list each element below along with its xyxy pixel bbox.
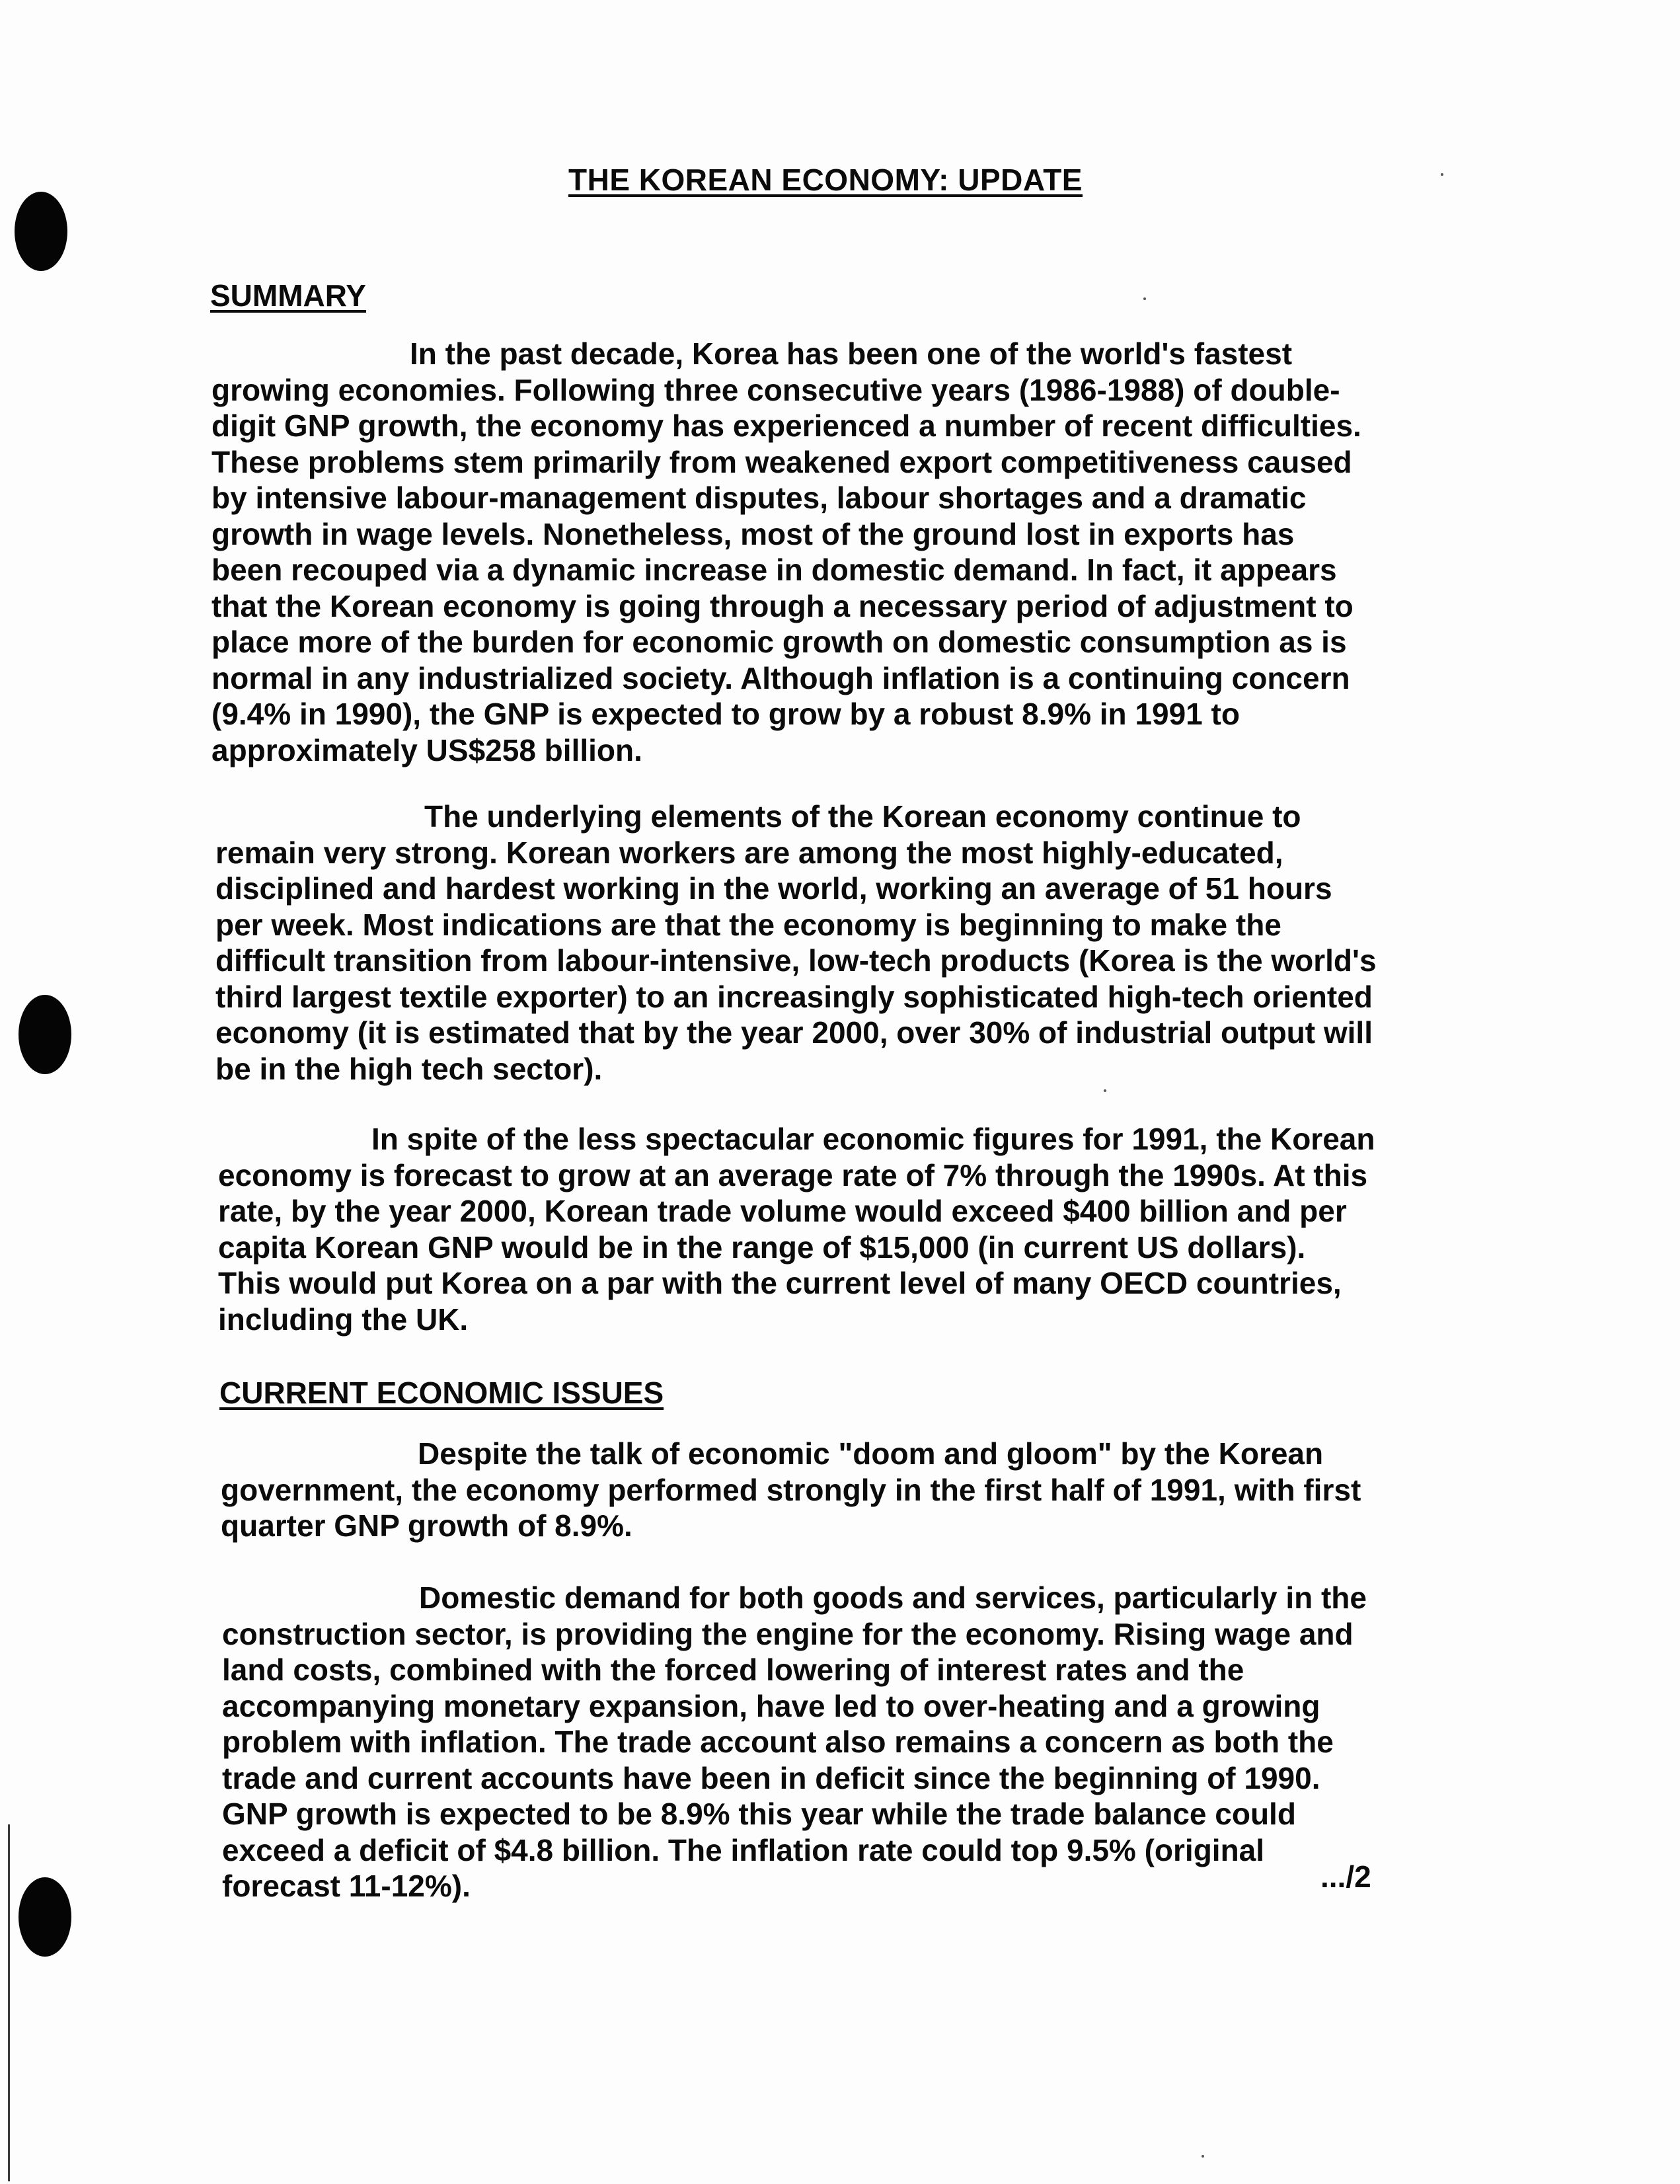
- text-line: Despite the talk of economic "doom and gloom" by the Korean: [418, 1436, 1324, 1471]
- scan-speck: [1441, 173, 1443, 176]
- text-line: (9.4% in 1990), the GNP is expected to grow by a robust 8.9% in 1991 to: [211, 697, 1240, 731]
- binder-hole: [15, 192, 67, 271]
- text-line: that the Korean economy is going through a necessary period of adjustment to: [211, 588, 1354, 623]
- text-line: including the UK.: [218, 1302, 469, 1337]
- scan-speck: [1104, 1089, 1106, 1092]
- text-line: economy (it is estimated that by the year 2000, over 30% of industrial output will: [215, 1015, 1373, 1050]
- text-line: been recouped via a dynamic increase in domestic demand. In fact, it appears: [211, 553, 1337, 587]
- text-line: place more of the burden for economic growth on domestic consumption as is: [211, 625, 1347, 659]
- text-line: by intensive labour-management disputes, labour shortages and a dramatic: [211, 481, 1307, 515]
- text-line: In the past decade, Korea has been one of the world's fastest: [410, 336, 1293, 371]
- text-line: trade and current accounts have been in deficit since the beginning of 1990.: [222, 1760, 1320, 1795]
- text-line: economy is forecast to grow at an average rate of 7% through the 1990s. At this: [218, 1157, 1368, 1192]
- text-line: be in the high tech sector).: [215, 1051, 603, 1086]
- text-line: normal in any industrialized society. Although inflation is a continuing concern: [211, 660, 1350, 695]
- binder-hole: [19, 995, 71, 1074]
- text-line: digit GNP growth, the economy has experienced a number of recent difficulties.: [211, 409, 1361, 443]
- binder-hole: [19, 1877, 71, 1957]
- section-heading-summary: SUMMARY: [210, 278, 366, 313]
- text-line: capita Korean GNP would be in the range of $15,000 (in current US dollars).: [218, 1229, 1306, 1265]
- text-line: forecast 11-12%).: [222, 1869, 471, 1903]
- text-line: In spite of the less spectacular economic figures for 1991, the Korean: [371, 1122, 1375, 1156]
- page-continuation: .../2: [1320, 1859, 1371, 1894]
- text-line: growing economies. Following three consecutive years (1986-1988) of double-: [211, 372, 1340, 407]
- section-heading-current-economic-issues: CURRENT ECONOMIC ISSUES: [219, 1376, 664, 1410]
- scan-edge-line: [8, 1824, 10, 2181]
- text-line: rate, by the year 2000, Korean trade volume would exceed $400 billion and per: [218, 1194, 1347, 1228]
- paragraph: [215, 799, 1377, 1087]
- text-line: per week. Most indications are that the economy is beginning to make the: [215, 907, 1281, 942]
- text-line: construction sector, is providing the engine for the economy. Rising wage and: [222, 1616, 1354, 1651]
- text-line: The underlying elements of the Korean economy continue to: [424, 799, 1301, 834]
- text-line: third largest textile exporter) to an increasingly sophisticated high-tech oriented: [215, 979, 1373, 1014]
- text-line: quarter GNP growth of 8.9%.: [221, 1508, 632, 1543]
- text-line: problem with inflation. The trade account also remains a concern as both the: [222, 1725, 1334, 1759]
- text-line: land costs, combined with the forced lowering of interest rates and the: [222, 1653, 1244, 1687]
- text-line: approximately US$258 billion.: [211, 732, 642, 767]
- paragraph: [222, 1580, 1367, 1904]
- text-line: GNP growth is expected to be 8.9% this year while the trade balance could: [222, 1797, 1296, 1831]
- text-line: disciplined and hardest working in the world, working an average of 51 hours: [215, 871, 1332, 906]
- text-line: growth in wage levels. Nonetheless, most of the ground lost in exports has: [211, 516, 1295, 551]
- text-line: difficult transition from labour-intensive, low-tech products (Korea is the world's: [215, 943, 1377, 978]
- scan-speck: [1202, 2155, 1204, 2158]
- text-line: This would put Korea on a par with the current level of many OECD countries,: [218, 1266, 1342, 1300]
- text-line: exceed a deficit of $4.8 billion. The inflation rate could top 9.5% (original: [222, 1832, 1265, 1867]
- paragraph: [211, 336, 1361, 768]
- text-line: These problems stem primarily from weakened export competitiveness caused: [211, 444, 1352, 479]
- text-line: accompanying monetary expansion, have led to over-heating and a growing: [222, 1688, 1320, 1723]
- text-line: Domestic demand for both goods and services, particularly in the: [419, 1580, 1367, 1615]
- paragraph: [221, 1436, 1361, 1544]
- text-line: government, the economy performed strongly in the first half of 1991, with first: [221, 1472, 1361, 1507]
- scan-speck: [1143, 297, 1146, 300]
- paragraph: [218, 1121, 1375, 1337]
- document-title: THE KOREAN ECONOMY: UPDATE: [568, 163, 1083, 197]
- text-line: remain very strong. Korean workers are among the most highly-educated,: [215, 835, 1283, 870]
